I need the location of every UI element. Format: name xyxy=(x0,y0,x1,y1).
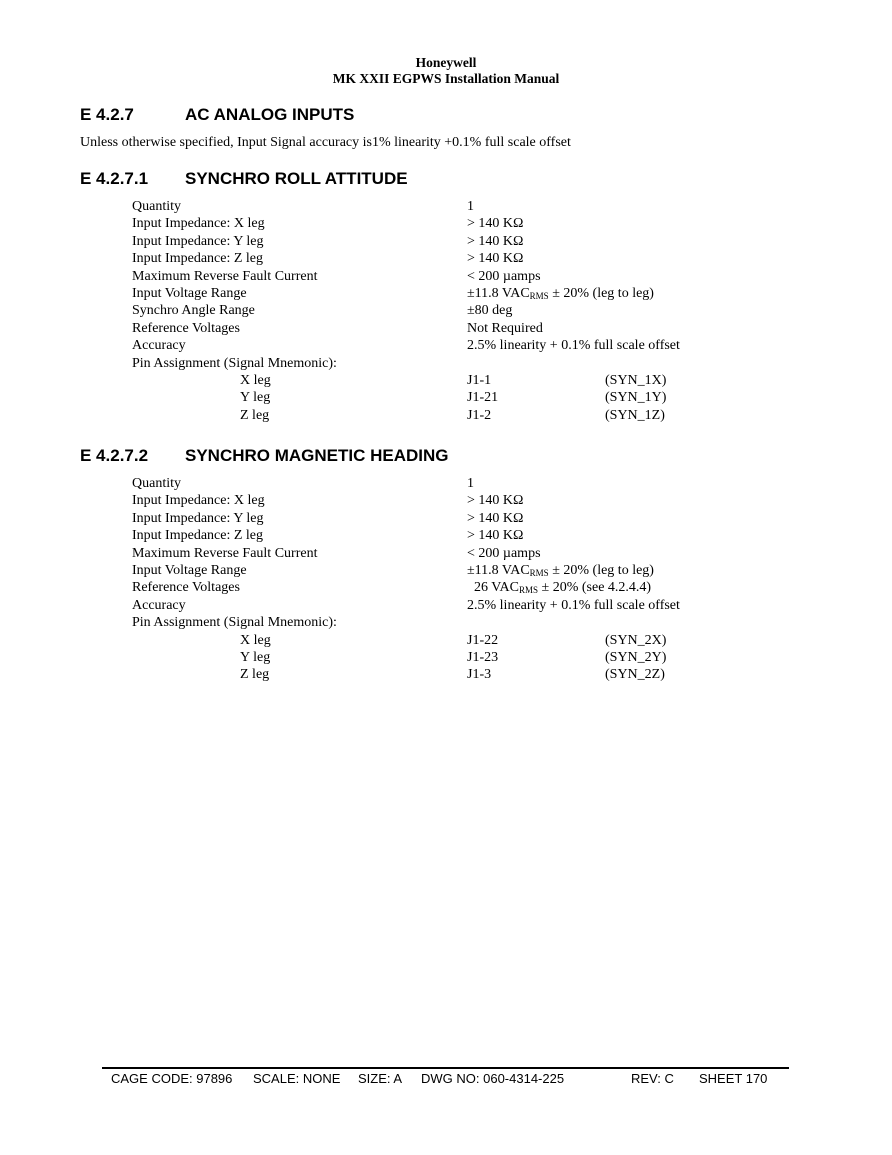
pin-leg: X leg xyxy=(240,632,271,648)
spec-label: Pin Assignment (Signal Mnemonic): xyxy=(132,355,337,371)
spec-value-text: ±11.8 VAC xyxy=(467,562,530,578)
spec-value: > 140 KΩ xyxy=(467,493,524,509)
spec-row xyxy=(0,355,892,372)
spec-row xyxy=(0,475,892,492)
footer-cage-code: CAGE CODE: 97896 xyxy=(111,1071,233,1086)
spec-label: Quantity xyxy=(132,476,181,491)
spec-row xyxy=(0,337,892,354)
spec-value-subscript: RMS xyxy=(529,290,549,301)
pin-row xyxy=(0,632,892,649)
footer-dwg-no: DWG NO: 060-4314-225 xyxy=(421,1071,565,1086)
spec-value: 2.5% linearity + 0.1% full scale offset xyxy=(467,597,680,613)
section-number: E 4.2.7 xyxy=(80,105,134,124)
spec-row xyxy=(0,492,892,509)
spec-value-suffix: ± 20% (see 4.2.4.4) xyxy=(538,580,652,596)
spec-row xyxy=(0,285,892,302)
spec-label: Maximum Reverse Fault Current xyxy=(132,268,318,284)
spec-label: Input Voltage Range xyxy=(132,285,247,301)
spec-row xyxy=(0,215,892,232)
spec-value xyxy=(467,285,654,302)
spec-value: Not Required xyxy=(467,320,543,336)
section-title: AC ANALOG INPUTS xyxy=(185,105,355,124)
pin-leg: Y leg xyxy=(240,390,271,406)
pin-number: J1-21 xyxy=(467,390,499,406)
pin-row xyxy=(0,649,892,666)
spec-value xyxy=(467,562,654,579)
spec-value: > 140 KΩ xyxy=(467,233,524,249)
pin-number: J1-3 xyxy=(467,667,492,683)
spec-value-suffix: ± 20% (leg to leg) xyxy=(548,285,654,301)
spec-label: Accuracy xyxy=(132,338,186,354)
spec-row xyxy=(0,302,892,319)
roll-section-number: E 4.2.7.1 xyxy=(80,169,149,188)
pin-leg: Y leg xyxy=(240,649,271,665)
spec-label: Reference Voltages xyxy=(132,580,240,596)
spec-label: Synchro Angle Range xyxy=(132,303,255,319)
pin-row xyxy=(0,407,892,424)
spec-label: Maximum Reverse Fault Current xyxy=(132,545,318,561)
pin-mnemonic: (SYN_2Z) xyxy=(605,667,665,683)
spec-row xyxy=(0,579,892,596)
pin-mnemonic: (SYN_2Y) xyxy=(605,649,667,665)
pin-row xyxy=(0,372,892,389)
pin-mnemonic: (SYN_1Z) xyxy=(605,407,665,423)
spec-label: Quantity xyxy=(132,199,181,214)
spec-row xyxy=(0,268,892,285)
spec-label: Input Impedance: Y leg xyxy=(132,510,264,526)
pin-leg: X leg xyxy=(240,372,271,388)
spec-label: Input Impedance: Y leg xyxy=(132,233,264,249)
spec-label: Accuracy xyxy=(132,597,186,613)
roll-spec-table xyxy=(0,198,892,424)
heading-section-title: SYNCHRO MAGNETIC HEADING xyxy=(185,446,449,465)
spec-label: Input Voltage Range xyxy=(132,562,247,578)
spec-label: Pin Assignment (Signal Mnemonic): xyxy=(132,615,337,631)
spec-value-subscript: RMS xyxy=(519,585,539,596)
spec-row xyxy=(0,562,892,579)
pin-number: J1-2 xyxy=(467,407,492,423)
spec-value: > 140 KΩ xyxy=(467,510,524,526)
pin-row xyxy=(0,666,892,683)
pin-number: J1-22 xyxy=(467,632,499,648)
pin-row xyxy=(0,389,892,406)
spec-row xyxy=(0,597,892,614)
footer-size: SIZE: A xyxy=(358,1071,403,1086)
spec-row xyxy=(0,510,892,527)
spec-label: Input Impedance: X leg xyxy=(132,493,265,509)
pin-number: J1-1 xyxy=(467,372,492,388)
pin-mnemonic: (SYN_2X) xyxy=(605,632,667,648)
header-company: Honeywell xyxy=(415,55,477,70)
spec-value-text: 26 VAC xyxy=(467,580,520,596)
spec-value: > 140 KΩ xyxy=(467,528,524,544)
spec-value: > 140 KΩ xyxy=(467,251,524,267)
spec-row xyxy=(0,233,892,250)
spec-row xyxy=(0,320,892,337)
footer-rule xyxy=(102,1067,789,1069)
spec-value-text: ±11.8 VAC xyxy=(467,285,530,301)
footer-sheet: SHEET 170 xyxy=(699,1071,768,1086)
spec-value-subscript: RMS xyxy=(529,567,549,578)
pin-mnemonic: (SYN_1Y) xyxy=(605,390,667,406)
spec-row xyxy=(0,527,892,544)
spec-value: > 140 KΩ xyxy=(467,216,524,232)
footer-scale: SCALE: NONE xyxy=(253,1071,341,1086)
footer-rev: REV: C xyxy=(631,1071,674,1086)
spec-row xyxy=(0,250,892,267)
spec-value: < 200 µamps xyxy=(467,545,541,561)
heading-spec-table xyxy=(0,475,892,684)
pin-leg: Z leg xyxy=(240,667,270,683)
heading-section-number: E 4.2.7.2 xyxy=(80,446,149,465)
spec-label: Input Impedance: Z leg xyxy=(132,528,264,544)
pin-mnemonic: (SYN_1X) xyxy=(605,372,667,388)
spec-value: 1 xyxy=(467,199,474,214)
spec-value: 1 xyxy=(467,476,474,491)
spec-label: Input Impedance: Z leg xyxy=(132,251,264,267)
header-manual-title: MK XXII EGPWS Installation Manual xyxy=(332,71,560,86)
pin-number: J1-23 xyxy=(467,649,499,665)
section-intro: Unless otherwise specified, Input Signal accuracy is1% linearity +0.1% full scale offset xyxy=(80,135,571,150)
roll-section-title: SYNCHRO ROLL ATTITUDE xyxy=(185,169,408,188)
pin-leg: Z leg xyxy=(240,407,270,423)
spec-value-suffix: ± 20% (leg to leg) xyxy=(548,562,654,578)
spec-label: Input Impedance: X leg xyxy=(132,216,265,232)
spec-value xyxy=(467,579,651,596)
spec-row xyxy=(0,614,892,631)
spec-value: 2.5% linearity + 0.1% full scale offset xyxy=(467,338,680,354)
spec-row xyxy=(0,545,892,562)
spec-value: ±80 deg xyxy=(467,303,513,319)
spec-value: < 200 µamps xyxy=(467,268,541,284)
spec-row xyxy=(0,198,892,215)
spec-label: Reference Voltages xyxy=(132,320,240,336)
